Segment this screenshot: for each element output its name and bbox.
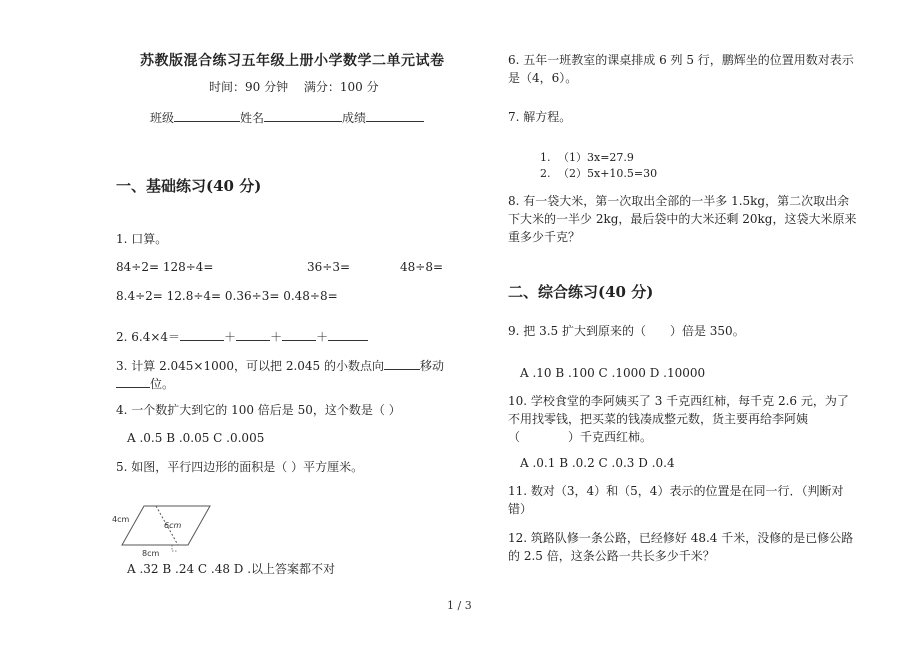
q3-blank-2[interactable] bbox=[116, 375, 150, 388]
score-label: 成绩 bbox=[342, 111, 367, 125]
question-3-line1 bbox=[116, 357, 444, 374]
q1-row1-col2: 36÷3= bbox=[307, 260, 351, 274]
q7-item-2 bbox=[540, 166, 657, 181]
student-info-line bbox=[150, 109, 424, 126]
question-5: 5. 如图，平行四边形的面积是（ ）平方厘米。 bbox=[116, 460, 364, 474]
q2-text: 2. 6.4×4＝ bbox=[116, 330, 181, 344]
question-3-line2 bbox=[116, 375, 174, 392]
q7-item-1 bbox=[540, 150, 634, 165]
q2-plus-2: ＋ bbox=[270, 330, 283, 344]
parallelogram-figure bbox=[112, 500, 222, 560]
score-blank[interactable] bbox=[366, 109, 424, 122]
q12-line1: 12. 筑路队修一条公路，已经修好 48.4 千米，没修的是已修公路 bbox=[508, 531, 854, 545]
q6-line2: 是（4，6）。 bbox=[508, 71, 578, 85]
q11-line1: 11. 数对（3，4）和（5，4）表示的位置是在同一行．（判断对 bbox=[508, 484, 844, 498]
q8-line1: 8. 有一袋大米，第一次取出全部的一半多 1.5kg，第二次取出余 bbox=[508, 194, 850, 208]
q10-line3: （ ）千克西红柿。 bbox=[508, 430, 653, 444]
q2-plus-1: ＋ bbox=[224, 330, 237, 344]
q2-plus-3: ＋ bbox=[316, 330, 329, 344]
q5-options: A .32 B .24 C .48 D .以上答案都不对 bbox=[127, 562, 336, 576]
name-label: 姓名 bbox=[240, 111, 265, 125]
q7-item-2-text: （2）5x+10.5=30 bbox=[558, 167, 658, 180]
page-number: 1 / 3 bbox=[447, 599, 472, 612]
question-9: 9. 把 3.5 扩大到原来的（ ）倍是 350。 bbox=[508, 324, 745, 338]
class-label: 班级 bbox=[150, 111, 175, 125]
label-4cm: 4cm bbox=[112, 515, 130, 524]
right-angle-mark bbox=[172, 545, 178, 551]
q2-blank-4[interactable] bbox=[328, 328, 368, 341]
q10-options: A .0.1 B .0.2 C .0.3 D .0.4 bbox=[520, 456, 675, 470]
q10-line1: 10. 学校食堂的李阿姨买了 3 千克西红柿，每千克 2.6 元，为了 bbox=[508, 394, 849, 408]
label-6cm: 6cm bbox=[164, 521, 182, 530]
q10-line2: 不用找零钱，把买菜的钱凑成整元数，货主要再给李阿姨 bbox=[508, 412, 809, 426]
q8-line2: 下大米的一半少 2kg，最后袋中的大米还剩 20kg，这袋大米原来 bbox=[508, 212, 857, 226]
section2-title: 二、综合练习(40 分) bbox=[508, 283, 654, 301]
q7-label: 7. 解方程。 bbox=[508, 110, 572, 124]
name-blank[interactable] bbox=[264, 109, 342, 122]
q7-item-1-text: （1）3x=27.9 bbox=[558, 151, 634, 164]
q1-row2: 8.4÷2= 12.8÷4= 0.36÷3= 0.48÷8= bbox=[116, 289, 338, 303]
q12-line2: 的 2.5 倍，这条公路一共长多少千米？ bbox=[508, 549, 715, 563]
q2-blank-2[interactable] bbox=[236, 328, 270, 341]
q2-blank-1[interactable] bbox=[180, 328, 224, 341]
question-2 bbox=[116, 328, 368, 345]
question-4: 4. 一个数扩大到它的 100 倍后是 50，这个数是（ ） bbox=[116, 403, 401, 417]
time-score-line: 时间：90 分钟 满分：100 分 bbox=[209, 80, 379, 94]
section1-title: 一、基础练习(40 分) bbox=[116, 177, 262, 195]
q3-blank-1[interactable] bbox=[384, 357, 420, 370]
class-blank[interactable] bbox=[174, 109, 240, 122]
q3-text-line2: 位。 bbox=[150, 377, 175, 391]
q1-row1-col3: 48÷8= bbox=[400, 260, 444, 274]
q7-item-1-num: 1. bbox=[540, 151, 551, 164]
q2-blank-3[interactable] bbox=[282, 328, 316, 341]
q3-text-end: 移动 bbox=[420, 359, 445, 373]
q7-item-2-num: 2. bbox=[540, 167, 551, 180]
q3-text: 3. 计算 2.045×1000，可以把 2.045 的小数点向 bbox=[116, 359, 385, 373]
q1-row1-col1: 84÷2= 128÷4= bbox=[116, 260, 214, 274]
page-title: 苏教版混合练习五年级上册小学数学二单元试卷 bbox=[140, 53, 445, 69]
q4-options: A .0.5 B .0.05 C .0.005 bbox=[127, 431, 265, 445]
q1-label: 1. 口算。 bbox=[116, 232, 168, 246]
q8-line3: 重多少千克？ bbox=[508, 230, 581, 244]
label-8cm: 8cm bbox=[142, 549, 160, 558]
q11-line2: 错） bbox=[508, 502, 533, 516]
q6-line1: 6. 五年一班教室的课桌排成 6 列 5 行，鹏辉坐的位置用数对表示 bbox=[508, 53, 854, 67]
q9-options: A .10 B .100 C .1000 D .10000 bbox=[520, 366, 706, 380]
